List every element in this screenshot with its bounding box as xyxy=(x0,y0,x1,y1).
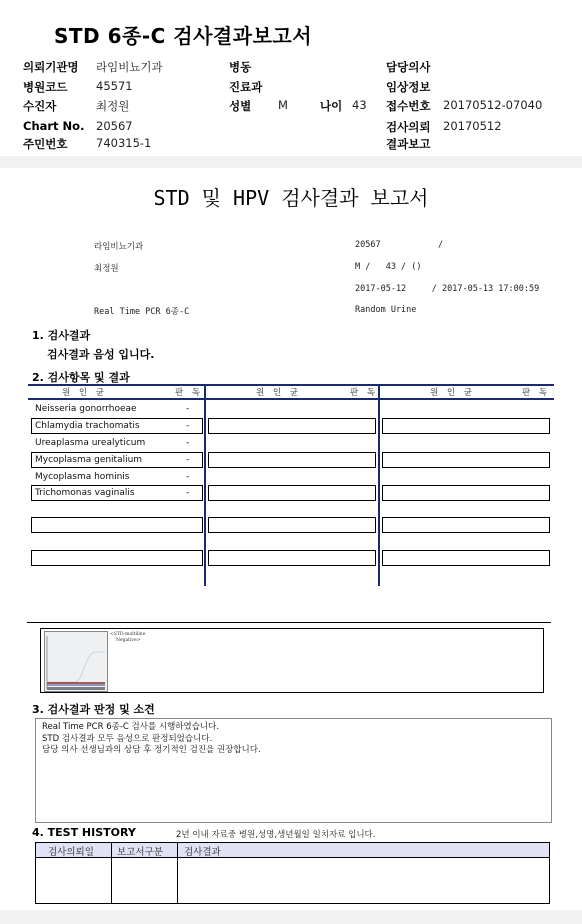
organism-name: Neisseria gonorrhoeae xyxy=(35,404,137,414)
col-judge-2: 판 독 xyxy=(350,388,379,398)
history-table xyxy=(35,842,550,904)
opinion-text: Real Time PCR 6종-C 검사를 시행하였습니다. STD 검사결과 모두 음성으로 판정되었습니다. 담당 의사 선생님과의 상담 후 정기적인 검진을 권장합니다. xyxy=(42,722,261,755)
row-box xyxy=(382,418,550,434)
label-clinical-info: 임상정보 xyxy=(386,80,431,94)
row-box xyxy=(31,517,203,533)
label-request-date: 검사의뢰 xyxy=(386,120,431,134)
info-specimen: Random Urine xyxy=(355,305,417,315)
value-sex: M xyxy=(278,98,288,112)
info-dates: 2017-05-12 / 2017-05-13 17:00:59 xyxy=(355,284,540,294)
row-box xyxy=(382,485,550,501)
organism-result: - xyxy=(186,472,190,482)
label-hospital-code: 병원코드 xyxy=(23,80,68,94)
info-patient: 최정원 xyxy=(94,264,119,274)
graph-legend-line-2: Negative> xyxy=(116,638,141,643)
row-box xyxy=(208,418,376,434)
table-header-line xyxy=(28,398,554,400)
table-divider-1 xyxy=(204,384,206,586)
graph-legend xyxy=(110,632,145,644)
col-org-2: 원 인 균 xyxy=(256,388,302,398)
graph-legend-line-1: <STD-multiline xyxy=(110,632,146,637)
row-box xyxy=(208,517,376,533)
row-box xyxy=(31,550,203,566)
report-title: STD 및 HPV 검사결과 보고서 xyxy=(153,186,429,210)
info-sex-age: M / 43 / () xyxy=(355,262,422,272)
label-ward: 병동 xyxy=(229,60,252,74)
bottom-band xyxy=(0,910,582,924)
page-title: STD 6종-C 검사결과보고서 xyxy=(54,24,313,48)
section4-title: 4. TEST HISTORY xyxy=(32,826,136,839)
organism-result: - xyxy=(186,421,190,431)
organism-result: - xyxy=(186,438,190,448)
value-chart-no: 20567 xyxy=(96,119,133,133)
section3-title: 3. 검사결과 판정 및 소견 xyxy=(32,703,155,716)
organism-result: - xyxy=(186,455,190,465)
value-referring-clinic: 라임비뇨기과 xyxy=(96,60,163,74)
row-box xyxy=(382,517,550,533)
label-sex: 성별 xyxy=(229,99,252,113)
col-org-3: 원 인 균 xyxy=(430,388,476,398)
label-result-report: 결과보고 xyxy=(386,137,431,151)
value-resident-no: 740315-1 xyxy=(96,136,152,150)
info-clinic: 라임비뇨기과 xyxy=(94,242,144,252)
label-doctor: 담당의사 xyxy=(386,60,431,74)
organism-name: Ureaplasma urealyticum xyxy=(35,438,146,448)
label-chart-no: Chart No. xyxy=(23,119,85,133)
row-box xyxy=(208,452,376,468)
row-box xyxy=(382,550,550,566)
col-judge-3: 판 독 xyxy=(522,388,551,398)
history-header-result: 검사결과 xyxy=(184,847,221,858)
section1-title: 1. 검사결과 xyxy=(32,329,91,342)
label-resident-no: 주민번호 xyxy=(23,137,68,151)
organism-name: Trichomonas vaginalis xyxy=(35,488,135,498)
history-header-date: 검사의뢰일 xyxy=(48,847,94,858)
info-test-name: Real Time PCR 6종-C xyxy=(94,307,190,317)
value-patient: 최정원 xyxy=(96,99,130,113)
organism-name: Mycoplasma hominis xyxy=(35,472,130,482)
label-department: 진료과 xyxy=(229,80,263,94)
amplification-graph xyxy=(44,631,108,692)
separator-band xyxy=(0,156,582,168)
section2-title: 2. 검사항목 및 결과 xyxy=(32,371,130,384)
value-request-date: 20170512 xyxy=(443,119,502,133)
value-receipt-no: 20170512-07040 xyxy=(443,98,543,112)
amplification-curve-svg xyxy=(45,632,107,691)
organism-result: - xyxy=(186,404,190,414)
row-box xyxy=(208,485,376,501)
label-patient: 수진자 xyxy=(23,99,57,113)
label-age: 나이 xyxy=(320,99,343,113)
organism-result: - xyxy=(186,488,190,498)
history-header-type: 보고서구분 xyxy=(117,847,163,858)
label-receipt-no: 접수번호 xyxy=(386,99,431,113)
organism-name: Chlamydia trachomatis xyxy=(35,421,140,431)
col-org-1: 원 인 균 xyxy=(62,388,108,398)
value-hospital-code: 45571 xyxy=(96,79,133,93)
col-judge-1: 판 독 xyxy=(175,388,204,398)
row-box xyxy=(208,550,376,566)
label-referring-clinic: 의뢰기관명 xyxy=(23,60,79,74)
row-box xyxy=(382,452,550,468)
value-age: 43 xyxy=(352,98,367,112)
info-chart: 20567 xyxy=(355,240,381,250)
info-slash: / xyxy=(438,240,444,250)
organism-name: Mycoplasma genitalium xyxy=(35,455,143,465)
graph-separator xyxy=(27,622,551,623)
table-divider-2 xyxy=(378,384,380,586)
section1-summary: 검사결과 음성 입니다. xyxy=(47,348,155,361)
section4-note: 2년 이내 자료중 병원,성명,생년월일 일치자료 입니다. xyxy=(176,830,376,840)
